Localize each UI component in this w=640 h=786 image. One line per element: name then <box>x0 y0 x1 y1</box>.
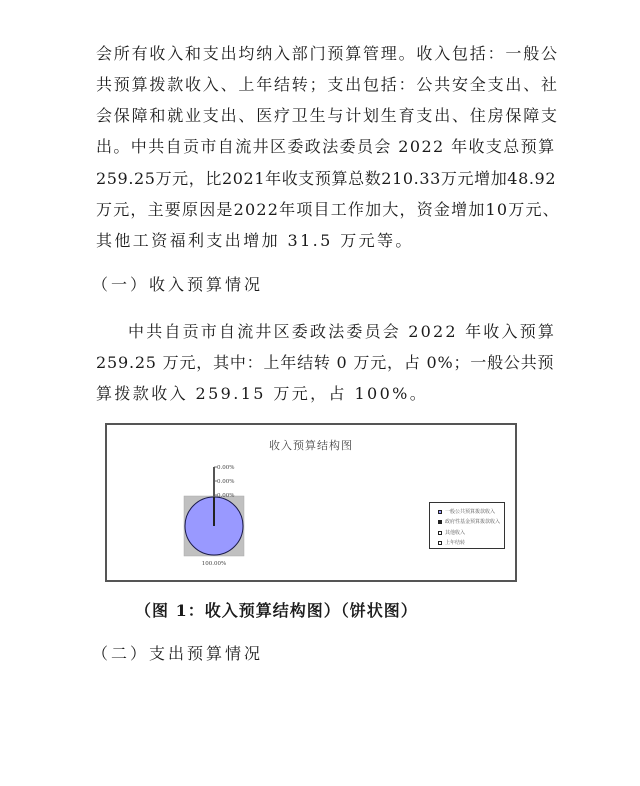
paragraph-line: 259.25万元，比2021年收支预算总数210.33万元增加48.92 <box>96 169 557 188</box>
data-label: 100.00% <box>201 561 227 567</box>
legend-label: 上年结转 <box>445 540 466 546</box>
chart-legend <box>429 502 505 549</box>
paragraph-line: 共预算拨款收入、上年结转；支出包括：公共安全支出、社 <box>96 75 559 94</box>
legend-swatch <box>438 531 442 535</box>
data-label: 0.00% <box>217 465 235 471</box>
paragraph-line: 算拨款收入 259.15 万元，占 100%。 <box>96 384 429 403</box>
data-label: 0.00% <box>217 479 235 485</box>
legend-label: 一般公共预算拨款收入 <box>445 509 496 515</box>
paragraph-line: 出。中共自贡市自流井区委政法委员会 2022 年收支总预算 <box>96 137 556 156</box>
paragraph-line: 中共自贡市自流井区委政法委员会 2022 年收入预算 <box>128 322 557 341</box>
section-heading-income: （一）收入预算情况 <box>92 275 264 294</box>
legend-label: 其他收入 <box>445 530 466 536</box>
legend-item <box>438 529 465 536</box>
chart-title: 收入预算结构图 <box>269 439 353 452</box>
legend-swatch <box>438 541 442 545</box>
paragraph-line: 其他工资福利支出增加 31.5 万元等。 <box>96 231 414 250</box>
data-label: 0.00% <box>217 493 235 499</box>
income-pie-chart <box>105 423 517 582</box>
section-heading-expenditure: （二）支出预算情况 <box>92 644 264 663</box>
legend-item <box>438 539 465 546</box>
legend-item <box>438 518 500 525</box>
paragraph-line: 会保障和就业支出、医疗卫生与计划生育支出、住房保障支 <box>96 106 559 125</box>
pie-chart-plot <box>107 425 407 580</box>
legend-swatch <box>438 510 442 514</box>
legend-swatch <box>438 520 442 524</box>
figure-caption: （图 1：收入预算结构图）（饼状图） <box>135 601 418 620</box>
paragraph-line: 259.25 万元，其中：上年结转 0 万元，占 0%；一般公共预 <box>96 353 555 372</box>
legend-item <box>438 508 495 515</box>
paragraph-line: 万元，主要原因是2022年项目工作加大，资金增加10万元、 <box>96 200 560 219</box>
legend-label: 政府性基金预算拨款收入 <box>445 519 501 525</box>
paragraph-line: 会所有收入和支出均纳入部门预算管理。收入包括：一般公 <box>96 44 559 63</box>
